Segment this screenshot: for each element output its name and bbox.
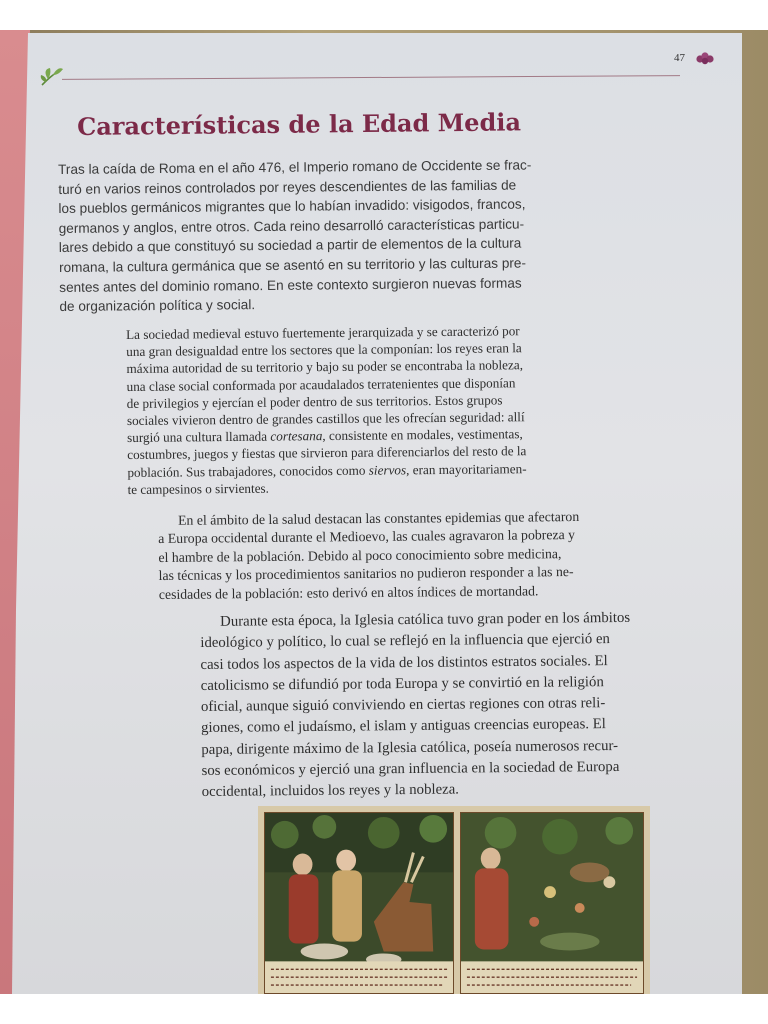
italic-term-cortesana: cortesana	[270, 428, 323, 444]
photo-bottom-margin	[0, 994, 768, 1024]
text-line: una clase social conformada por acaudalados terratenientes que disponían	[126, 374, 516, 394]
text-line: sentes antes del dominio romano. En este contexto surgieron nuevas formas	[59, 275, 522, 295]
photo-top-margin	[0, 0, 768, 30]
flower-ornament-icon	[694, 52, 716, 66]
text-run: población. Sus trabajadores, conocidos como	[127, 462, 369, 480]
text-line: La sociedad medieval estuvo fuertemente jerarquizada y se caracterizó por	[126, 323, 520, 342]
text-line: turó en varios reinos controlados por reyes descendientes de las familias de	[58, 177, 517, 197]
text-line: Durante esta época, la Iglesia católica tuvo gran poder en los ámbitos	[220, 609, 631, 630]
text-line: costumbres, juegos y fiestas que sirvieron para diferenciarlos del resto de la	[127, 443, 527, 463]
text-line: una gran desigualdad entre los sectores que la componían: los reyes eran la	[126, 340, 522, 360]
text-line: ideológico y político, lo cual se reflejó en la influencia que ejerció en	[200, 631, 610, 652]
text-line: a Europa occidental durante el Medioevo, las cuales agravaron la pobreza y	[158, 527, 576, 547]
text-line: papa, dirigente máximo de la Iglesia católica, poseía numerosos recur-	[201, 737, 619, 758]
text-line: romana, la cultura germánica que se asentó en su territorio y las culturas pre-	[58, 255, 527, 275]
text-run: , consistente en modales, vestimentas,	[322, 426, 523, 444]
text-run: , eran mayoritariamen-	[406, 460, 527, 477]
tapestry-figure	[258, 806, 650, 994]
tapestry-hunt-scene-image	[264, 812, 454, 994]
leaf-sprig-icon	[38, 63, 66, 89]
text-line: sos económicos y ejerció una gran influencia en la sociedad de Europa	[201, 759, 620, 780]
text-line: germanos y anglos, entre otros. Cada reino desarrolló características particu-	[58, 216, 525, 236]
text-line: lares debido a que constituyó su sociedad a partir de elementos de la cultura	[58, 235, 522, 256]
text-line: Tras la caída de Roma en el año 476, el Imperio romano de Occidente se frac-	[58, 157, 532, 177]
text-line: catolicismo se difundió por toda Europa y se convirtió en la religión	[200, 674, 604, 694]
page-number: 47	[674, 52, 685, 64]
text-line: máxima autoridad de su territorio y bajo su poder se encontraba la nobleza,	[126, 357, 524, 377]
tapestry-garden-scene-image	[460, 812, 644, 994]
text-line: las técnicas y los procedimientos sanitarios no pudieron responder a las ne-	[158, 564, 574, 584]
text-line: casi todos los aspectos de la vida de los distintos estratos sociales. El	[200, 652, 608, 673]
text-line: te campesinos o sirvientes.	[127, 480, 270, 497]
italic-term-siervos: siervos	[368, 461, 407, 478]
church-paragraph	[200, 607, 696, 803]
text-line: los pueblos germánicos migrantes que lo habían invadido: visigodos, francos,	[58, 196, 526, 217]
intro-paragraph	[58, 155, 579, 317]
text-run: surgió una cultura llamada	[127, 428, 271, 446]
text-line: sociales vivieron dentro de grandes castillos que les ofrecían seguridad: allí	[126, 409, 525, 429]
text-line: de organización política y social.	[59, 297, 256, 315]
society-paragraph	[126, 321, 598, 498]
text-line: de privilegios y ejercían el poder dentro de sus territorios. Estos grupos	[126, 392, 503, 411]
text-line: cesidades de la población: esto derivó en altos índices de mortandad.	[158, 582, 539, 602]
text-line: el hambre de la población. Debido al poco conocimiento sobre medicina,	[158, 545, 562, 565]
text-line: En el ámbito de la salud destacan las constantes epidemias que afectaron	[178, 508, 580, 528]
page-title: Características de la Edad Media	[77, 107, 522, 141]
text-line: giones, como el judaísmo, el islam y antiguas creencias europeas. El	[201, 716, 606, 737]
text-line: oficial, aunque siguió conviviendo en ciertas regiones con otras reli-	[200, 695, 606, 716]
text-line: occidental, incluidos los reyes y la nobleza.	[201, 781, 460, 801]
health-paragraph	[158, 507, 645, 604]
